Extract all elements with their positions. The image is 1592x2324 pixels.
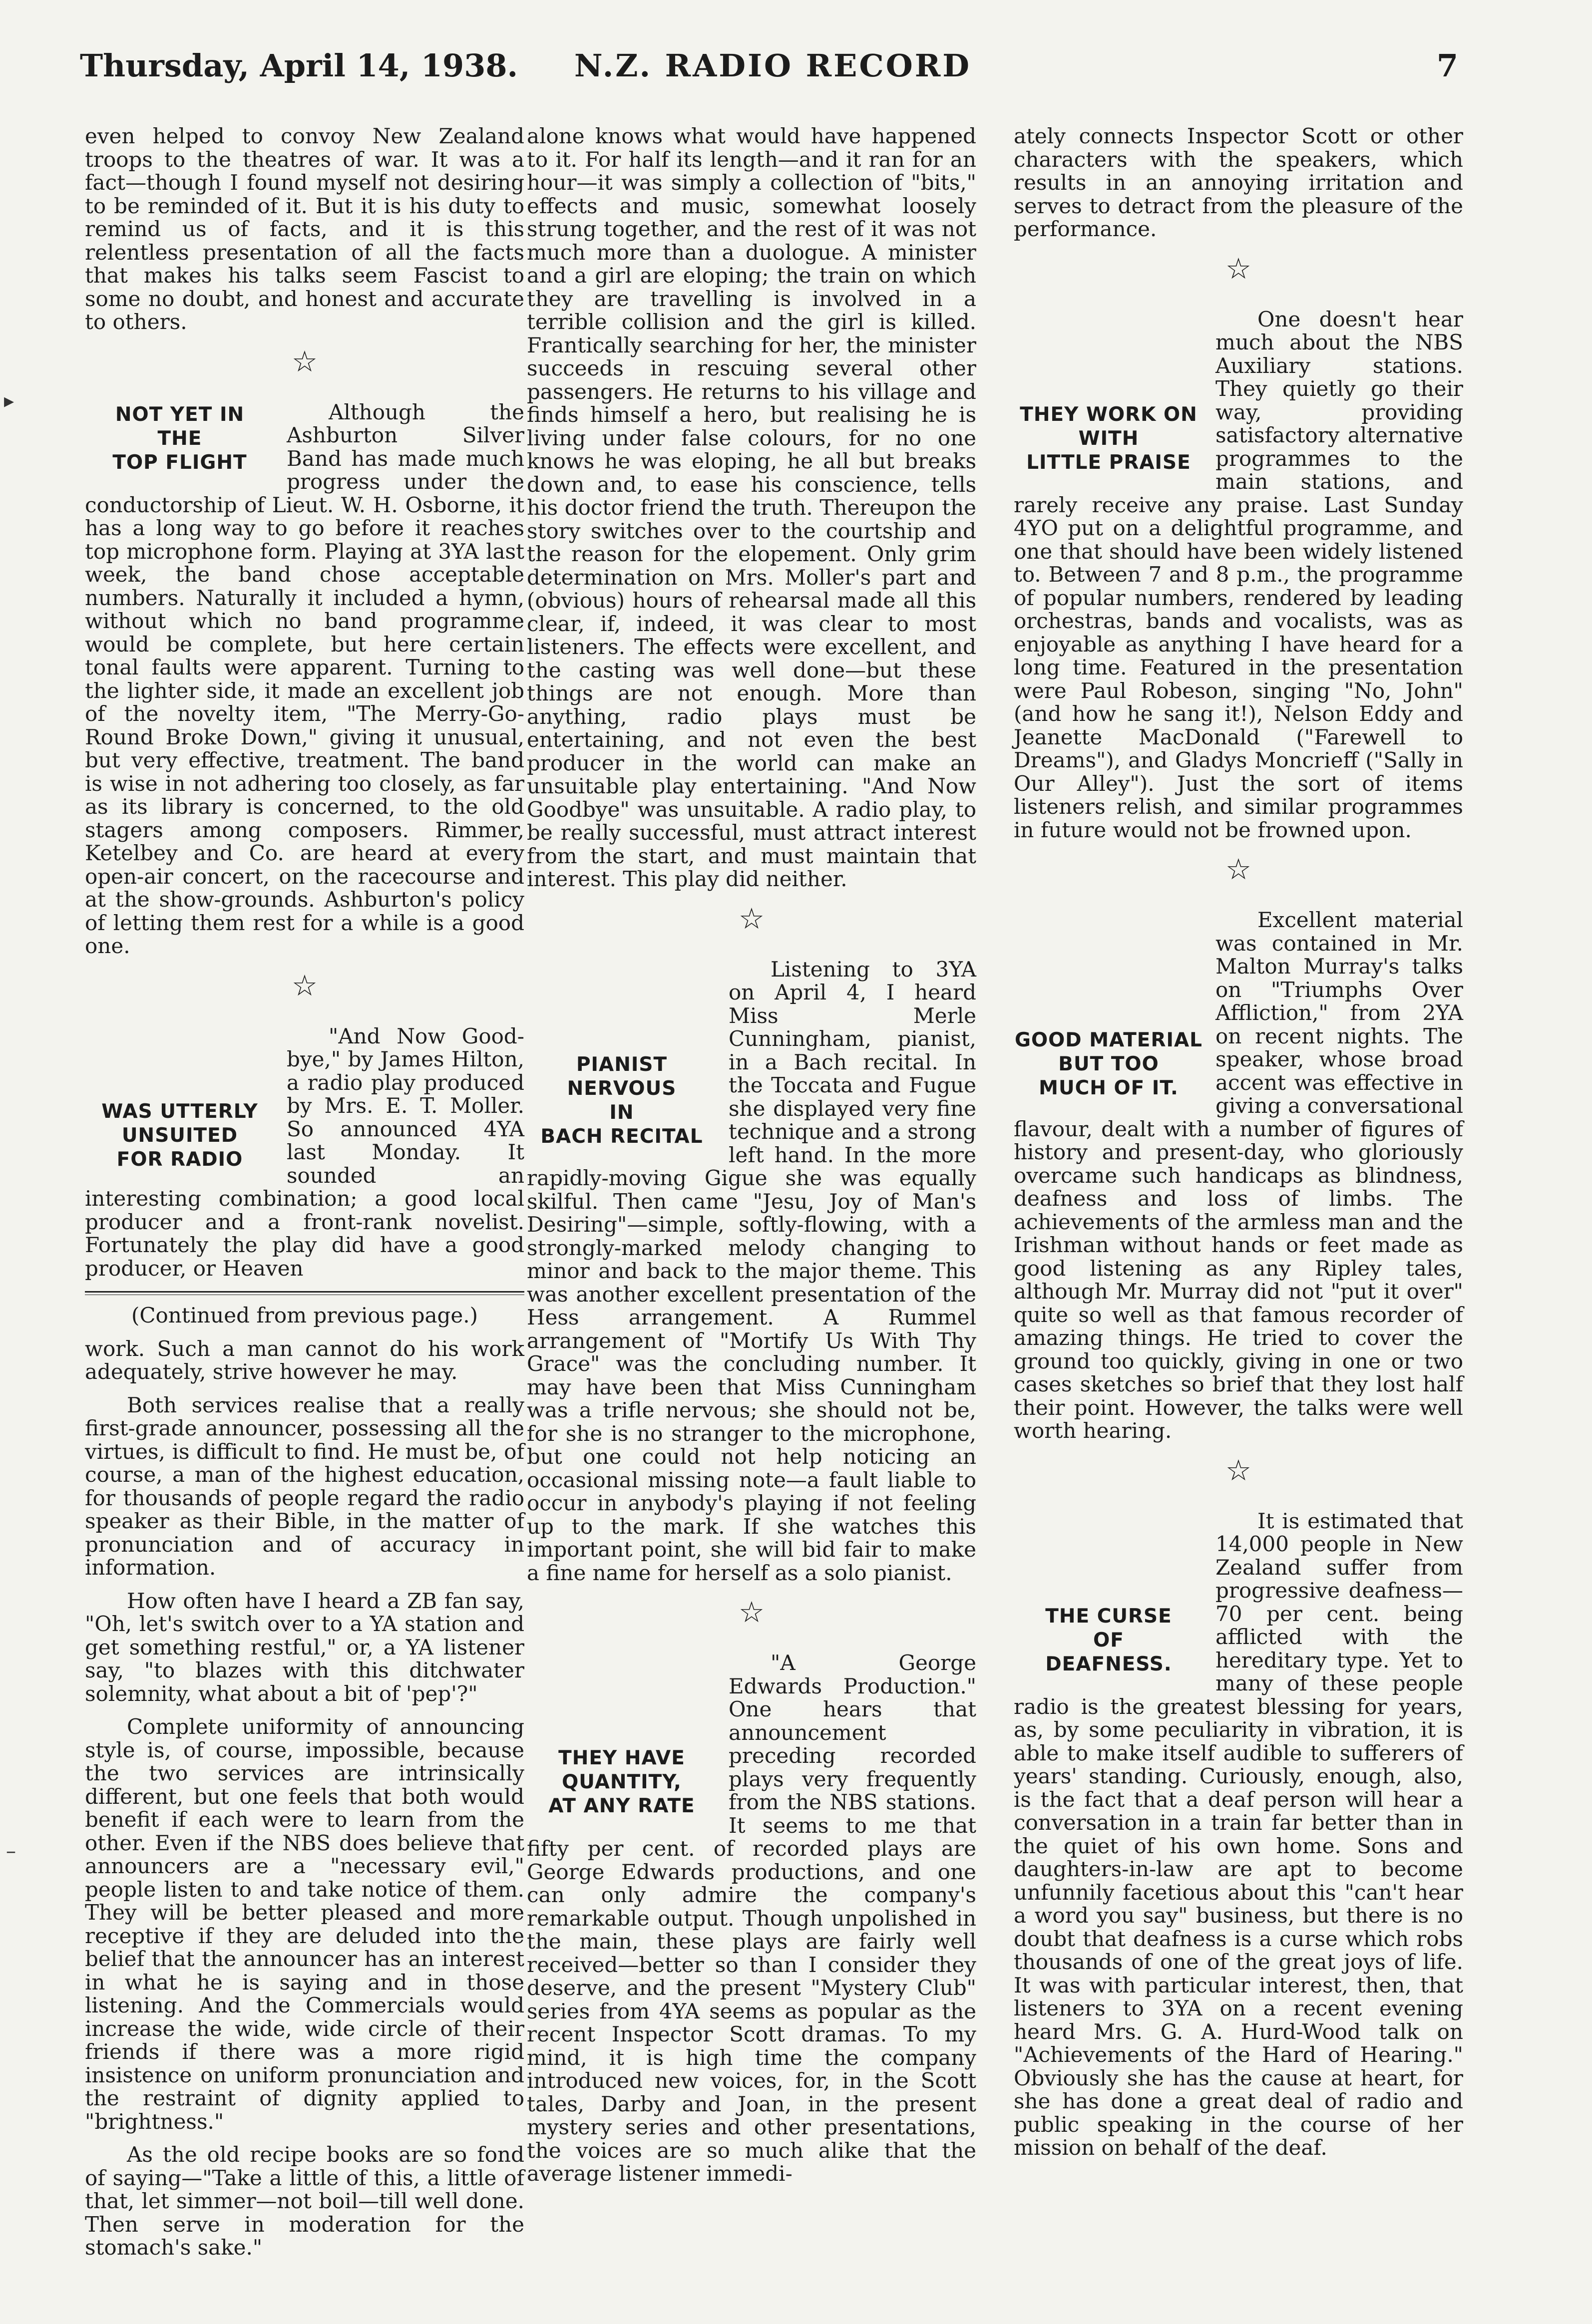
star-divider-icon: ☆ bbox=[739, 1595, 765, 1629]
article-text: Both services realise that a really first-grade announcer, possessing all the virtues, is difficult to find. He must be, of course, a man of the highest education, for thousands of people regard the radio speaker as their Bible, in the matter of pronunciation and of accuracy in information. bbox=[85, 1392, 524, 1580]
star-divider-icon: ☆ bbox=[1225, 251, 1251, 286]
side-heading: THEY WORK ON WITH LITTLE PRAISE bbox=[1020, 403, 1197, 474]
margin-mark: – bbox=[6, 1840, 16, 1863]
margin-mark: ▸ bbox=[4, 389, 14, 412]
article-text: Complete uniformity of announcing style is, of course, impossible, because the two services are intrinsically different, but one feels that both would benefit if each were to learn from the other. Even if the NBS does believe that announcers are a "necessary evil," people listen to and take notice of them. They will be better pleased and more receptive if they are deluded into the belief that the announcer has an interest in what he is saying and in those listening. And the Commercials would increase the wide, wide circle of their friends if there was a more rigid insistence on uniform pronunciation and the restraint of dignity applied to "brightness." bbox=[85, 1714, 524, 2134]
article-text: alone knows what would have happened to it. For half its length—and it ran for an hour—it was simply a collection of "bits," effects and music, somewhat loosely strung together, and the rest of it was not much more than a duologue. A minister and a girl are eloping; the train on which they are travelling is involved in a terrible collision and the girl is killed. Frantically searching for her, the minister succeeds in rescuing several other passengers. He returns to his village and finds himself a hero, but realising he is living under false colours, for no one knows he was eloping, he all but breaks down and, to ease his conscience, tells his doctor friend the truth. Thereupon the story switches over to the courtship and the reason for the elopement. Only grim determination on Mrs. Moller's part and (obvious) hours of rehearsal made all this clear, if, indeed, it was clear to most listeners. The effects were excellent, and the casting was well done—but these things are not enough. More than anything, radio plays must be entertaining, and not even the best producer in the world can make an unsuitable play entertaining. "And Now Goodbye" was unsuitable. A radio play, to be really successful, must attract interest from the start, and must maintain that interest. This play did neither. bbox=[527, 124, 976, 891]
column-1 bbox=[85, 125, 524, 2270]
side-heading: PIANIST NERVOUS IN BACH RECITAL bbox=[540, 1053, 703, 1148]
page-header bbox=[80, 47, 1458, 97]
masthead-title: N.Z. RADIO RECORD bbox=[574, 47, 972, 84]
star-divider-icon: ☆ bbox=[739, 901, 765, 936]
continued-label: (Continued from previous page.) bbox=[131, 1303, 478, 1328]
column-3 bbox=[1014, 125, 1463, 2170]
section-rule bbox=[85, 1291, 524, 1295]
column-2 bbox=[527, 125, 976, 2196]
article-text: "A George Edwards Production." One hears that announcement preceding recorded plays very frequently from the NBS stations. It seems to me that fifty per cent. of recorded plays are George Edwards productions, and one can only admire the company's remarkable output. Though unpolished in the main, these plays are fairly well received—better so than I consider they deserve, and the present "Mystery Club" series from 4YA seems as popular as the recent Inspector Scott dramas. To my mind, it is high time the company introduced new voices, for, in the Scott tales, Darby and Joan, in the present mystery series and other presentations, the voices are so much alike that the average listener immedi- bbox=[527, 1651, 976, 2186]
article-text: Excellent material was contained in Mr. Malton Murray's talks on "Triumphs Over Affliction," from 2YA on recent nights. The speaker, whose broad accent was effective in giving a conversational flavour, dealt with a number of figures of history and present-day, who gloriously overcame such handicaps as blindness, deafness and loss of limbs. The achievements of the armless man and the Irishman without hands or feet made as good listening as any Ripley tales, although Mr. Murray did not "put it over" quite so well as that famous recorder of amazing things. He tried to cover the ground too quickly, giving in one or two cases sketches so brief that they lost half their point. However, the talks were well worth hearing. bbox=[1014, 908, 1463, 1443]
side-heading: THE CURSE OF DEAFNESS. bbox=[1045, 1605, 1172, 1675]
page-number: 7 bbox=[1436, 47, 1458, 84]
article-text: How often have I heard a ZB fan say, "Oh, let's switch over to a YA station and get something restful," or, a YA listener say, "to blazes with this ditchwater solemnity, what about a bit of 'pep'?" bbox=[85, 1588, 524, 1706]
article-text: As the old recipe books are so fond of saying—"Take a little of this, a little of that, let simmer—not boil—till well done. Then serve in moderation for the stomach's sake." bbox=[85, 2142, 524, 2260]
article-text: even helped to convoy New Zealand troops to the theatres of war. It was a fact—though I found myself not desiring to be reminded of it. But it is his duty to remind us of facts, and it is this relentless presentation of all the facts that makes his talks seem Fascist to some no doubt, and honest and accurate to others. bbox=[85, 124, 524, 334]
star-divider-icon: ☆ bbox=[1225, 1453, 1251, 1487]
article-text: It is estimated that 14,000 people in New Zealand suffer from progressive deafness—70 per cent. being afflicted with the hereditary type. Yet to many of these people radio is the greatest blessing for years, as, by some peculiarity in vibration, it is able to make itself audible to sufferers of years' standing. Curiously, enough, also, is the fact that a deaf person will hear a conversation in a train far better than in the quiet of his own home. Sons and daughters-in-law are apt to become unfunnily facetious about this "can't hear a word you say" business, but there is no doubt that deafness is a curse which robs thousands of one of the great joys of life. It was with particular interest, then, that listeners to 3YA on a recent evening heard Mrs. G. A. Hurd-Wood talk on "Achievements of the Hard of Hearing." Obviously she has the cause at heart, for she has done a great deal of radio and public speaking in the course of her mission on behalf of the deaf. bbox=[1014, 1508, 1463, 2160]
article-text: One doesn't hear much about the NBS Auxiliary stations. They quietly go their way, providing satisfactory alternative programmes to the main stations, and rarely receive any praise. Last Sunday 4YO put on a delightful programme, and one that should have been widely listened to. Between 7 and 8 p.m., the programme of popular numbers, rendered by leading orchestras, bands and vocalists, was as enjoyable as anything I have heard for a long time. Featured in the presentation were Paul Robeson, singing "No, John" (and how he sang it!), Nelson Eddy and Jeanette MacDonald ("Farewell to Dreams"), and Gladys Moncrieff ("Sally in Our Alley"). Just the sort of items listeners relish, and similar programmes in future would not be frowned upon. bbox=[1014, 307, 1463, 842]
issue-date: Thursday, April 14, 1938. bbox=[80, 47, 518, 84]
side-heading: NOT YET IN THE TOP FLIGHT bbox=[112, 403, 247, 474]
article-text: work. Such a man cannot do his work adequately, strive however he may. bbox=[85, 1336, 524, 1384]
star-divider-icon: ☆ bbox=[292, 968, 318, 1002]
side-heading: WAS UTTERLY UNSUITED FOR RADIO bbox=[101, 1100, 258, 1171]
star-divider-icon: ☆ bbox=[1225, 852, 1251, 886]
article-text: ately connects Inspector Scott or other characters with the speakers, which results in an annoying irritation and serves to detract from the pleasure of the performance. bbox=[1014, 124, 1463, 241]
article-text: "And Now Good-bye," by James Hilton, a radio play produced by Mrs. E. T. Moller. So announced 4YA last Monday. It sounded an interesting combination; a good local producer and a front-rank novelist. Fortunately the play did have a good producer, or Heaven bbox=[85, 1023, 524, 1281]
star-divider-icon: ☆ bbox=[292, 344, 318, 378]
article-text: Listening to 3YA on April 4, I heard Miss Merle Cunningham, pianist, in a Bach recital. In the Toccata and Fugue she displayed very fine technique and a strong left hand. In the more rapidly-moving Gigue she was equally skilful. Then came "Jesu, Joy of Man's Desiring"—simple, softly-flowing, with a strongly-marked melody changing to minor and back to the major theme. This was another excellent presentation of the Hess arrangement. A Rummel arrangement of "Mortify Us With Thy Grace" was the concluding number. It may have been that Miss Cunningham was a trifle nervous; she should not be, for she is no stranger to the microphone, but one could not help noticing an occasional missing note—a fault liable to occur in anybody's playing if not feeling up to the mark. If she watches this important point, she will bid fair to make a fine name for herself as a solo pianist. bbox=[527, 957, 976, 1585]
side-heading: THEY HAVE QUANTITY, AT ANY RATE bbox=[548, 1747, 695, 1817]
side-heading: GOOD MATERIAL BUT TOO MUCH OF IT. bbox=[1014, 1029, 1203, 1099]
article-text: Although the Ashburton Silver Band has made much progress under the conductorship of Lieut. W. H. Osborne, it has a long way to go before it reaches top microphone form. Playing at 3YA last week, the band chose acceptable numbers. Naturally it included a hymn, without which no band programme would be complete, but here certain tonal faults were apparent. Turning to the lighter side, it made an excellent job of the novelty item, "The Merry-Go-Round Broke Down," giving it unusual, but very effective, treatment. The band is wise in not adhering too closely, as far as its library is concerned, to the old stagers among composers. Rimmer, Ketelbey and Co. are heard at every open-air concert, on the racecourse and at the show-grounds. Ashburton's policy of letting them rest for a while is a good one. bbox=[85, 399, 524, 958]
